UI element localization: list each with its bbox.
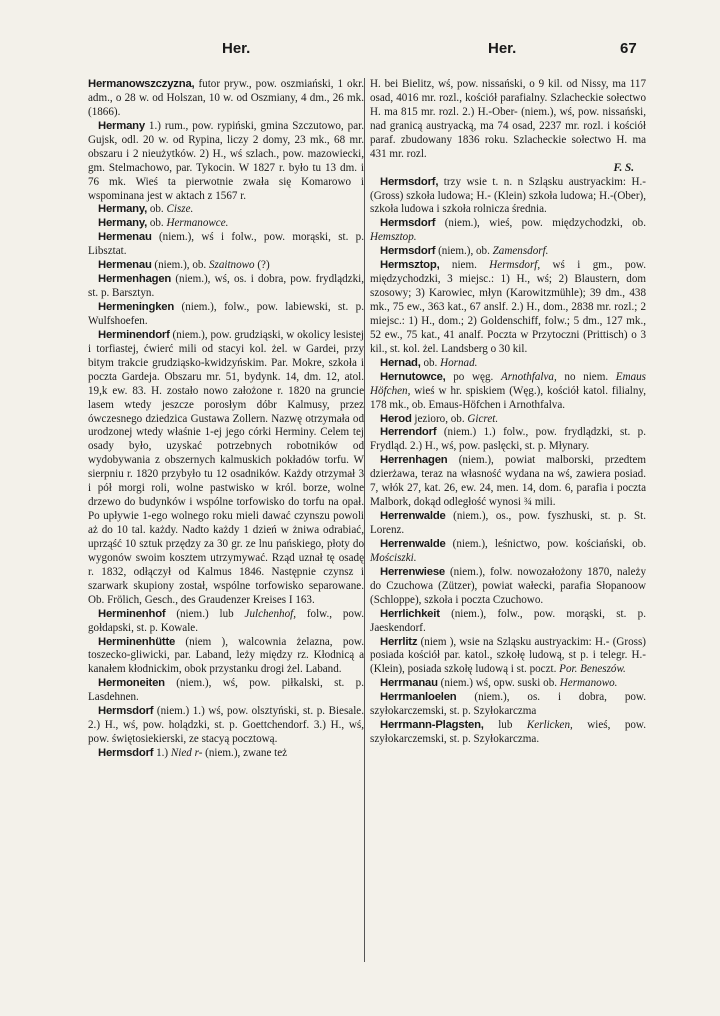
- entry-text: lub: [483, 719, 527, 732]
- entry-text: no niem.: [556, 370, 616, 383]
- entry-italic-text: Nied r-: [170, 747, 203, 759]
- entry-text: (niem.), leśnictwo, pow. kościański, ob.: [445, 537, 646, 550]
- dictionary-entry: [370, 691, 646, 719]
- author-signature: F. S.: [613, 161, 634, 174]
- entry-italic-text: Cisze.: [166, 203, 194, 216]
- dictionary-entry: [88, 273, 364, 301]
- entry-headword: Hermsdorf: [380, 245, 436, 258]
- dictionary-entry: [88, 231, 364, 259]
- dictionary-entry: [370, 413, 646, 427]
- entry-text: (niem.), ob.: [151, 259, 209, 272]
- dictionary-entry: [370, 259, 646, 357]
- entry-headword: Hermsztop,: [380, 259, 440, 272]
- entry-headword: Hermanowszczyzna,: [88, 78, 195, 90]
- entry-headword: Herrlitz: [380, 635, 418, 648]
- left-running-head: Her.: [222, 40, 251, 57]
- entry-headword: Herrenwalde: [380, 510, 446, 523]
- dictionary-entry: [370, 78, 646, 176]
- entry-text: folw., pow. gołdapski, st. p. Kowale.: [88, 607, 364, 634]
- dictionary-entry: [88, 329, 364, 608]
- entry-italic-text: Kerlicken,: [526, 719, 573, 732]
- dictionary-entry: [88, 217, 364, 231]
- entry-italic-text: Hermanowce.: [166, 217, 229, 230]
- entry-headword: Hermany: [98, 119, 145, 132]
- entry-text: (niem.) lub: [165, 607, 245, 620]
- entry-text: (?): [254, 259, 270, 272]
- entry-text: (niem.), wś i folw., pow. morąski, st. p. Libsztat.: [88, 231, 364, 258]
- entry-text: (niem.) 1.) folw., pow. frydlądzki, st. p. Frydląd. 2.) H., wś, pow. paslęcki, st. p. Młynary.: [370, 426, 646, 453]
- entry-headword: Hermsdorf: [98, 747, 154, 759]
- entry-headword: Herrenhagen: [380, 454, 448, 467]
- left-column: [88, 78, 364, 761]
- entry-text: (niem.), wieś, pow. międzychodzki, ob.: [435, 217, 646, 230]
- dictionary-entry: [88, 301, 364, 329]
- entry-text: ob.: [147, 203, 167, 216]
- entry-text: 1.) rum., pow. rypiński, gmina Szczutowo, par. Gujsk, odl. 20 w. od Rypina, liczy 2 domy, 23 mk., 68 mr. obszaru i 2 nieużytków. 2) H., wś szlach., pow. mazowiecki, gm. Stelmachowo, par. Tykocin. W 1827 r. było tu 13 dm. i 76 mk. Wieś ta pierwotnie zwała się Komarowo i wspominana jest w aktach z 1567 r.: [88, 119, 364, 202]
- entry-headword: Herminendorf: [98, 328, 170, 341]
- entry-text: (niem.) 1.) wś, pow. olsztyński, st. p. Biesale. 2.) H., wś, pow. holądzki, st. p. Goettchendorf. 3.) H., wś, pow. świętosiekierski, ze stacyą pocztową.: [88, 705, 364, 746]
- entry-headword: Herrenwiese: [380, 565, 445, 578]
- entry-italic-text: Gicret.: [467, 412, 499, 425]
- entry-text: H. bei Bielitz, wś, pow. nissański, o 9 kil. od Nissy, ma 117 osad, 4016 mr. rozl., kościół parafialny. Szlacheckie sołectwo H. ma 815 mr. rozl. 2.) H.-Ober- (niem.), wś, pow. nissański, nad granicą austryacką, ma 74 osad, 2237 mr. rozl. i kościół paraf. zbudowany 1836 roku. Szlacheckie sołectwo H. ma 431 mr. rozl.: [370, 78, 646, 160]
- entry-italic-text: Zamensdorf.: [492, 245, 549, 258]
- running-header: [0, 40, 720, 64]
- entry-headword: Herminenhütte: [98, 635, 176, 648]
- entry-headword: Hernutowce,: [380, 370, 446, 383]
- entry-headword: Hermsdorf: [98, 705, 154, 718]
- entry-text: (niem.), powiat malborski, przedtem dzierżawa, teraz na własność wydana na wś, zawiera posiad. 7, włók 27, kat. 26, ew. 24, men. 14, dom. 6, parafia i poczta Malbork, dokąd odległość wynosi ¾ mili.: [370, 454, 646, 509]
- right-column: [370, 78, 646, 747]
- entry-headword: Hermany,: [98, 203, 148, 216]
- entry-headword: Herrlichkeit: [380, 607, 440, 620]
- entry-headword: Herod: [380, 412, 412, 425]
- dictionary-entry: [370, 677, 646, 691]
- entry-italic-text: Julchenhof,: [244, 607, 296, 620]
- entry-headword: Herrmanloelen: [380, 691, 457, 704]
- dictionary-entry: [370, 245, 646, 259]
- entry-text: 1.): [153, 747, 171, 759]
- entry-text: ob.: [147, 217, 167, 230]
- entry-text: wieś, pow. szyłokarczemski, st. p. Szyłokarczma.: [370, 719, 646, 746]
- entry-text: (niem.), os. i dobra, pow. szyłokarczemski, st. p. Szyłokarczma: [370, 691, 646, 718]
- entry-italic-text: Emaus Höfchen,: [370, 370, 646, 397]
- entry-italic-text: Por. Beneszów.: [559, 663, 626, 676]
- entry-headword: Hermany,: [98, 217, 148, 230]
- entry-text: (niem ), walcownia żelazna, pow. toszecko-gliwicki, par. Laband, leży między rz. Kłodnicą a kanałem kłodnickim, obok przystanku drogi żel. Laband.: [88, 635, 364, 676]
- entry-text: trzy wsie t. n. n Szląsku austryackim: H.- (Gross) szkoła ludowa; H.- (Klein) szkoła ludowa; H.-(Ober), szkoła ludowa i szkoła rolnicza średnia.: [370, 175, 646, 216]
- dictionary-entry: [370, 217, 646, 245]
- dictionary-entry: [88, 203, 364, 217]
- entry-text: (niem ), wsie na Szląsku austryackim: H.- (Gross) posiada kościół par. katol., szkołę ludową, st p. i telegr. H.- (Klein), posiada szkołę ludową i st. poczt.: [370, 635, 646, 676]
- entry-headword: Herrendorf: [380, 426, 437, 439]
- dictionary-entry: [88, 747, 364, 761]
- entry-text: futor pryw., pow. oszmiański, 1 okr. adm., o 28 w. od Holszan, 10 w. od Oszmiany, 4 dm., 26 mk. (1866).: [88, 78, 364, 118]
- entry-headword: Hermsdorf: [380, 217, 436, 230]
- dictionary-entry: [370, 566, 646, 608]
- entry-headword: Hernad,: [380, 356, 421, 369]
- entry-text: (niem.), zwane też: [202, 747, 288, 759]
- entry-text: jezioro, ob.: [411, 412, 468, 425]
- right-running-head: Her.: [488, 40, 517, 57]
- entry-text: niem.: [439, 259, 490, 272]
- entry-italic-text: Szaitnowo: [208, 259, 255, 272]
- dictionary-entry: [370, 538, 646, 566]
- entry-text: wś i gm., pow. międzychodzki, 3 miejsc.: 1) H., wś; 2) Blaustern, dom szosowy; 3) Karowiec, młyn (Karowitzmühle); 39 dm., 438 mk., 75 ew., 363 kat., 67 anslf. 2.) H., dom., 2838 mr. rozl.; 2 miejsc.: 1) H., dom.; 2) Goldenschiff, folw.; 5 dm., 127 mk., 52 ew., 75 kat., 41 analf. Poczta w Przytoczni (Prittisch) o 3 kil., st. kol. żel. Landsberg o 30 kil.: [370, 259, 646, 355]
- entry-headword: Hermenhagen: [98, 273, 172, 286]
- entry-headword: Herrenwalde: [380, 537, 446, 550]
- dictionary-entry: [370, 510, 646, 538]
- dictionary-entry: [370, 636, 646, 678]
- entry-headword: Hermsdorf,: [380, 175, 439, 188]
- dictionary-entry: [370, 426, 646, 454]
- entry-text: (niem.), wś, pow. piłkalski, st. p. Lasdehnen.: [88, 677, 364, 704]
- dictionary-entry: [88, 705, 364, 747]
- entry-text: (niem.), os., pow. fyszhuski, st. p. St. Lorenz.: [370, 510, 646, 536]
- dictionary-entry: [88, 78, 364, 120]
- entry-headword: Hermenau: [98, 231, 152, 244]
- entry-italic-text: Arnothfalva,: [500, 370, 557, 383]
- entry-text: (niem.), folw. nowozałożony 1870, należy do Czuchowa (Zützer), powiat wałecki, parafia Słopanoow (Schloppe), szkoła i poczta Czuchowo.: [370, 565, 646, 606]
- entry-headword: Herrmanau: [380, 677, 438, 690]
- entry-text: (niem.) wś, opw. suski ob.: [437, 677, 560, 690]
- dictionary-entry: [88, 259, 364, 273]
- entry-text: (niem.), pow. grudziąski, w okolicy lesistej i torfiastej, ćwierć mili od stacyi kol. żel. w Gardei, przy bitym trakcie grudziąsko-kwidzyńskim. Par. Mokre, szkoła i poczta Gardeja. Obszaru mr. 51, bydynk. 14, dm. 12, atol. 19,k ew. 83. H. zostało nowo założone r. 1820 na gruncie lasem wtedy jeszcze porosłym dóbr Kalmusy, przez ówczesnego dziedzica Gustawa Zollern. Nazwę otrzymała od urodzonej wtedy właśnie 1-ej jego córki Herminy. Celem tej osady było, uzyskać potrzebnych robotników od wydobywania z obszernych kalmuskich pokładów torfu. W sierpniu r. 1820 przybyło tu 12 osadników. Każdy otrzymał 3 i pół morgi roli, wolne pastwisko w król. borze, wolne drzewo do budynków i wspólne torfowisko do torfu na opał. Po upływie 1-ego wolnego roku mieli dawać czynszu powoli aż do 10 tal. każdy. Nadto każdy 1 dzień w żniwa odrabiać, uprząść 10 sztuk przędzy za 30 gr. ze lnu pańskiego, płoty do wygonów swoim kosztem utrzymywać. Rząd uznał tę osadę r. 1832, odłączył od Kalmus 1846. Następnie czynsz i szarwark skupiony został, wspólne torfowisko separowane. Ob. Frölich, Gesch., des Graudenzer Kreises I 163.: [88, 328, 364, 606]
- entry-text: po węg.: [445, 370, 501, 383]
- dictionary-entry: [370, 357, 646, 371]
- dictionary-entry: [370, 371, 646, 413]
- dictionary-entry: [88, 677, 364, 705]
- entry-italic-text: Hemsztop.: [370, 231, 417, 244]
- entry-headword: Herminenhof: [98, 607, 166, 620]
- dictionary-entry: [88, 120, 364, 204]
- entry-text: (niem.), ob.: [435, 245, 493, 258]
- entry-italic-text: Mościszki.: [370, 551, 417, 564]
- dictionary-entry: [370, 608, 646, 636]
- entry-headword: Hermoneiten: [98, 677, 165, 690]
- dictionary-entry: [88, 636, 364, 678]
- column-divider: [364, 78, 365, 962]
- entry-italic-text: Hermsdorf,: [489, 259, 541, 272]
- entry-text: wieś w hr. spiskiem (Węg.), kościół katol. filialny, 178 mk., ob. Emaus-Höfchen i Arnothfalva.: [370, 384, 646, 411]
- entry-italic-text: Hornad.: [440, 356, 478, 369]
- dictionary-entry: [370, 454, 646, 510]
- dictionary-entry: [370, 176, 646, 218]
- entry-headword: Hermenau: [98, 259, 152, 272]
- entry-headword: Herrmann-Plagsten,: [380, 719, 484, 732]
- dictionary-entry: [88, 608, 364, 636]
- entry-text: ob.: [420, 356, 441, 369]
- page-number: 67: [620, 40, 637, 57]
- entry-text: (niem.), folw., pow. labiewski, st. p. Wulfshoefen.: [88, 301, 364, 327]
- entry-headword: Hermeningken: [98, 301, 175, 313]
- entry-text: (niem.), wś, os. i dobra, pow. frydlądzki, st. p. Barsztyn.: [88, 273, 364, 300]
- entry-italic-text: Hermanowo.: [559, 677, 618, 690]
- dictionary-entry: [370, 719, 646, 747]
- entry-text: (niem.), folw., pow. morąski, st. p. Jaeskendorf.: [370, 607, 646, 634]
